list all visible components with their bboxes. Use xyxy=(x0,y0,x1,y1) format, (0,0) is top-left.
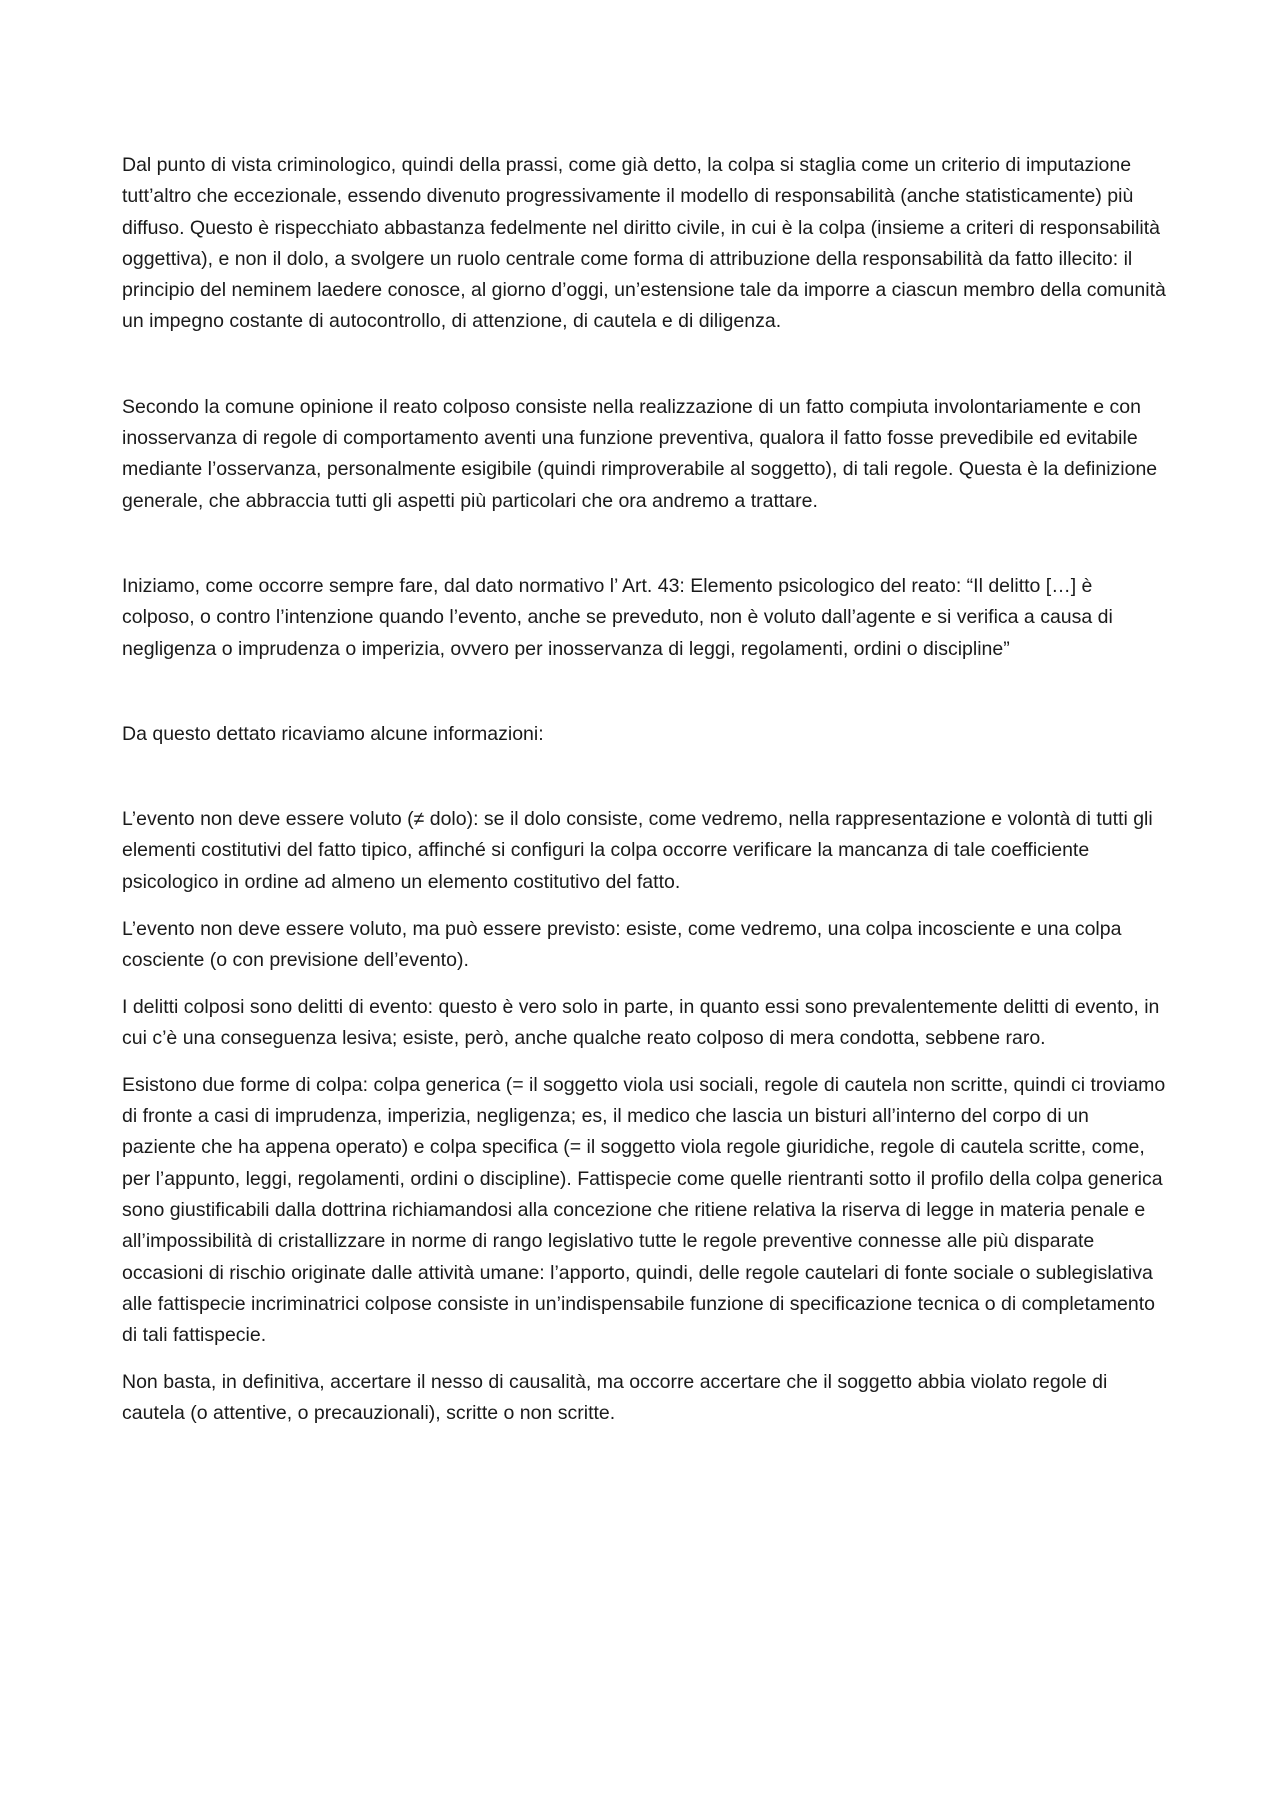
paragraph-spacer xyxy=(122,976,1167,992)
paragraph-delitti-di-evento: I delitti colposi sono delitti di evento: questo è vero solo in parte, in quanto essi sono prevalentemente delitti di evento, in cui c’è una conseguenza lesiva; esiste, però, anche qualche reato colposo di mera condotta, sebbene raro. xyxy=(122,995,1160,1049)
paragraph-evento-previsto: L’evento non deve essere voluto, ma può essere previsto: esiste, come vedremo, una colpa incosciente e una colpa cosciente (o con previsione dell’evento). xyxy=(122,917,1122,971)
paragraph-spacer xyxy=(122,338,1167,392)
paragraph-spacer xyxy=(122,517,1167,571)
paragraph-spacer xyxy=(122,898,1167,914)
paragraph-spacer xyxy=(122,1351,1167,1367)
paragraph-forme-di-colpa: Esistono due forme di colpa: colpa generica (= il soggetto viola usi sociali, regole di cautela non scritte, quindi ci troviamo di fronte a casi di imprudenza, imperizia, negligenza; es, il medico che lascia un bisturi all’interno del corpo di un paziente che ha appena operato) e colpa specifica (= il soggetto viola regole giuridiche, regole di cautela scritte, come, per l’appunto, leggi, regolamenti, ordini o discipline). Fattispecie come quelle rientranti sotto il profilo della colpa generica sono giustificabili dalla dottrina richiamandosi alla concezione che ritiene relativa la riserva di legge in materia penale e all’impossibilità di cristallizzare in norme di rango legislativo tutte le regole preventive connesse alle più disparate occasioni di rischio originate dalle attività umane: l’apporto, quindi, delle regole cautelari di fonte sociale o sublegislativa alle fattispecie incriminatrici colpose consiste in un’indispensabile funzione di specificazione tecnica o di completamento di tali fattispecie. xyxy=(122,1073,1166,1347)
paragraph-spacer xyxy=(122,750,1167,804)
paragraph-spacer xyxy=(122,1054,1167,1070)
paragraph-evento-non-voluto: L’evento non deve essere voluto (≠ dolo): se il dolo consiste, come vedremo, nella rappresentazione e volontà di tutti gli elementi costitutivi del fatto tipico, affinché si configuri la colpa occorre verificare la mancanza di tale coefficiente psicologico in ordine ad almeno un elemento costitutivo del fatto. xyxy=(122,808,1153,893)
paragraph-definizione: Secondo la comune opinione il reato colposo consiste nella realizzazione di un fatto compiuta involontariamente e con inosservanza di regole di comportamento aventi una funzione preventiva, qualora il fatto fosse prevedibile ed evitabile mediante l’osservanza, personalmente esigibile (quindi rimproverabile al soggetto), di tali regole. Questa è la definizione generale, che abbraccia tutti gli aspetti più particolari che ora andremo a trattare. xyxy=(122,395,1158,512)
paragraph-spacer xyxy=(122,665,1167,719)
paragraph-conclusione: Non basta, in definitiva, accertare il nesso di causalità, ma occorre accertare che il soggetto abbia violato regole di cautela (o attentive, o precauzionali), scritte o non scritte. xyxy=(122,1370,1108,1425)
paragraph-criminologia: Dal punto di vista criminologico, quindi della prassi, come già detto, la colpa si staglia come un criterio di imputazione tutt’altro che eccezionale, essendo divenuto progressivamente il modello di responsabilità (anche statisticamente) più diffuso. Questo è rispecchiato abbastanza fedelmente nel diritto civile, in cui è la colpa (insieme a criteri di responsabilità oggettiva), e non il dolo, a svolgere un ruolo centrale come forma di attribuzione della responsabilità da fatto illecito: il principio del neminem laedere conosce, al giorno d’oggi, un’estensione tale da imporre a ciascun membro della comunità un impegno costante di autocontrollo, di attenzione, di cautela e di diligenza. xyxy=(122,154,1166,333)
document-body xyxy=(122,150,1167,1430)
paragraph-art-43: Iniziamo, come occorre sempre fare, dal dato normativo l’ Art. 43: Elemento psicologico del reato: “Il delitto […] è colposo, o contro l’intenzione quando l’evento, anche se preveduto, non è voluto dall’agente e si verifica a causa di negligenza o imprudenza o imperizia, ovvero per inosservanza di leggi, regolamenti, ordini o discipline” xyxy=(122,574,1113,660)
paragraph-informazioni: Da questo dettato ricaviamo alcune informazioni: xyxy=(122,722,544,745)
